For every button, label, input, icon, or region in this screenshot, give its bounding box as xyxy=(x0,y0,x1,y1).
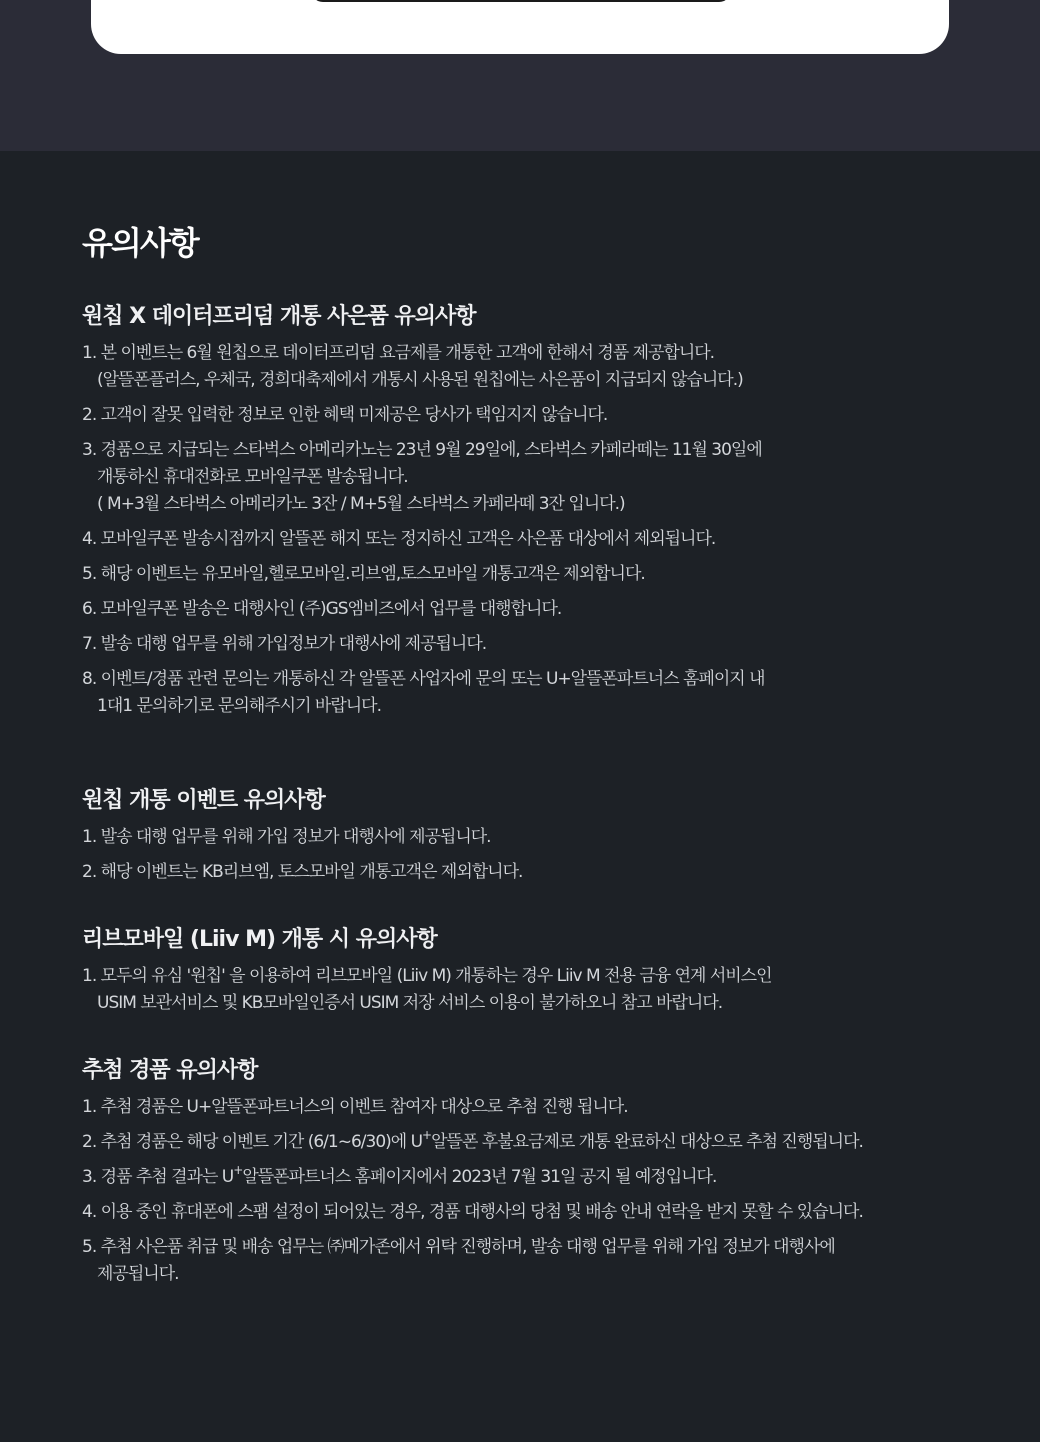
list-item: 7. 발송 대행 업무를 위해 가입정보가 대행사에 제공됩니다. xyxy=(82,634,487,654)
section-heading: 원칩 X 데이터프리덤 개통 사은품 유의사항 xyxy=(82,304,476,329)
list-item: 1. 발송 대행 업무를 위해 가입 정보가 대행사에 제공됩니다. xyxy=(82,827,491,847)
card-button-edge[interactable] xyxy=(311,0,731,2)
list-item: 5. 추첨 사은품 취급 및 배송 업무는 ㈜메가존에서 위탁 진행하며, 발송 대행 업무를 위해 가입 정보가 대행사에 제공됩니다. xyxy=(82,1237,835,1284)
notice-list xyxy=(82,824,982,886)
list-item: 2. 고객이 잘못 입력한 정보로 인한 혜택 미제공은 당사가 택임지지 않습니다. xyxy=(82,405,608,425)
notice-list xyxy=(82,963,982,1017)
section-raffle xyxy=(82,1056,982,1296)
section-heading: 원칩 개통 이벤트 유의사항 xyxy=(82,788,325,813)
list-item: 1. 본 이벤트는 6월 원칩으로 데이터프리덤 요금제를 개통한 고객에 한해서 경품 제공합니다. (알뜰폰플러스, 우체국, 경희대축제에서 개통시 사용된 원칩에는 사은품이 지급되지 않습니다.) xyxy=(82,343,743,390)
list-item: 2. 추첨 경품은 해당 이벤트 기간 (6/1~6/30)에 U+알뜰폰 후불요금제로 개통 완료하신 대상으로 추첨 진행됩니다. xyxy=(82,1128,863,1152)
list-item: 3. 경품 추첨 결과는 U+알뜰폰파트너스 홈페이지에서 2023년 7월 31일 공지 될 예정입니다. xyxy=(82,1163,717,1187)
section-liivm xyxy=(82,925,982,1025)
list-item: 4. 모바일쿠폰 발송시점까지 알뜰폰 해지 또는 정지하신 고객은 사은품 대상에서 제외됩니다. xyxy=(82,529,716,549)
notice-list xyxy=(82,1094,982,1288)
list-item: 3. 경품으로 지급되는 스타벅스 아메리카노는 23년 9월 29일에, 스타벅스 카페라떼는 11월 30일에 개통하신 휴대전화로 모바일쿠폰 발송됩니다. ( M+3월 스타벅스 아메리카노 3잔 / M+5월 스타벅스 카페라떼 3잔 입니다.) xyxy=(82,440,762,514)
section-heading: 리브모바일 (Liiv M) 개통 시 유의사항 xyxy=(82,927,437,952)
top-banner-area xyxy=(0,0,1040,151)
list-item: 4. 이용 중인 휴대폰에 스팸 설정이 되어있는 경우, 경품 대행사의 당첨 및 배송 안내 연락을 받지 못할 수 있습니다. xyxy=(82,1202,863,1222)
list-item: 6. 모바일쿠폰 발송은 대행사인 (주)GS엠비즈에서 업무를 대행합니다. xyxy=(82,599,562,619)
notice-list xyxy=(82,340,982,720)
list-item: 1. 모두의 유심 '원칩' 을 이용하여 리브모바일 (Liiv M) 개통하는 경우 Liiv M 전용 금융 연계 서비스인 USIM 보관서비스 및 KB모바일인증서 USIM 저장 서비스 이용이 불가하오니 참고 바랍니다. xyxy=(82,966,772,1013)
list-item: 5. 해당 이벤트는 유모바일,헬로모바일.리브엠,토스모바일 개통고객은 제외합니다. xyxy=(82,564,645,584)
section-heading: 추첨 경품 유의사항 xyxy=(82,1058,258,1083)
list-item: 2. 해당 이벤트는 KB리브엠, 토스모바일 개통고객은 제외합니다. xyxy=(82,862,523,882)
notice-title: 유의사항 xyxy=(82,224,198,262)
section-onechip-datafreedom xyxy=(82,302,982,728)
list-item: 8. 이벤트/경품 관련 문의는 개통하신 각 알뜰폰 사업자에 문의 또는 U+알뜰폰파트너스 홈페이지 내 1대1 문의하기로 문의해주시기 바랍니다. xyxy=(82,669,765,716)
event-card-bottom xyxy=(91,0,949,54)
list-item: 1. 추첨 경품은 U+알뜰폰파트너스의 이벤트 참여자 대상으로 추첨 진행 됩니다. xyxy=(82,1097,628,1117)
section-onechip-event xyxy=(82,786,982,894)
notice-section xyxy=(0,151,1040,263)
